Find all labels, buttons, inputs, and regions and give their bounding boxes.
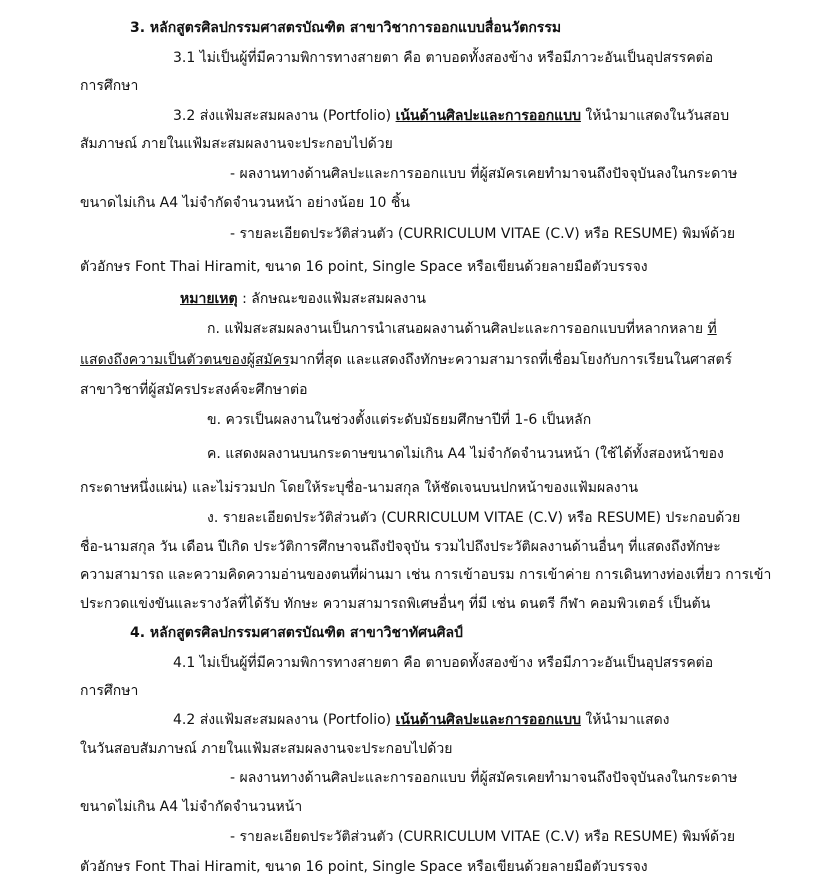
section-4-item-2-pre: 4.2 ส่งแฟ้มสะสมผลงาน (Portfolio) [173,712,396,728]
note-item-ngo: ง. รายละเอียดประวัติส่วนตัว (CURRICULUM VITAE (C.V) หรือ RESUME) ประกอบด้วย [207,510,741,526]
section-4-item-2-emphasis: เน้นด้านศิลปะและการออกแบบ [395,712,581,728]
section-3-item-2 [173,106,729,126]
note-item-ngo-line-4: ประกวดแข่งขันและรางวัลที่ได้รับ ทักษะ ความสามารถพิเศษอื่นๆ ที่มี เช่น ดนตรี กีฬา คอมพิวเตอร์ เป็นต้น [80,596,711,612]
section-3-item-2-cont: สัมภาษณ์ ภายในแฟ้มสะสมผลงานจะประกอบไปด้วย [80,136,393,152]
section-4-heading: 4. หลักสูตรศิลปกรรมศาสตรบัณฑิต สาขาวิชาทัศนศิลป์ [130,625,463,641]
note-label: หมายเหตุ [180,291,238,307]
note-item-ka-post: มากที่สุด และแสดงถึงทักษะความสามารถที่เชื่อมโยงกับการเรียนในศาสตร์ [289,352,733,368]
note-item-kho-kho: ค. แสดงผลงานบนกระดาษขนาดไม่เกิน A4 ไม่จำกัดจำนวนหน้า (ใช้ได้ทั้งสองหน้าของ [207,446,724,462]
section-3-item-2-post: ให้นำมาแสดงในวันสอบ [580,108,730,124]
section-4-bullet-2: - รายละเอียดประวัติส่วนตัว (CURRICULUM VITAE (C.V) หรือ RESUME) พิมพ์ด้วย [230,829,736,845]
section-3-bullet-1: - ผลงานทางด้านศิลปะและการออกแบบ ที่ผู้สมัครเคยทำมาจนถึงปัจจุบันลงในกระดาษ [230,166,738,182]
note-item-ngo-line-3: ความสามารถ และความคิดความอ่านของตนที่ผ่านมา เช่น การเข้าอบรม การเข้าค่าย การเดินทางท่องเที่ยว การเข้า [80,567,772,583]
section-3-item-2-emphasis: เน้นด้านศิลปะและการออกแบบ [395,108,581,124]
section-3-item-2-pre: 3.2 ส่งแฟ้มสะสมผลงาน (Portfolio) [173,108,396,124]
section-4-item-2-cont: ในวันสอบสัมภาษณ์ ภายในแฟ้มสะสมผลงานจะประกอบไปด้วย [80,741,453,757]
section-3-item-1-cont: การศึกษา [80,78,139,94]
section-3-bullet-1-cont: ขนาดไม่เกิน A4 ไม่จำกัดจำนวนหน้า อย่างน้อย 10 ชิ้น [80,195,410,211]
section-4-item-1-cont: การศึกษา [80,683,139,699]
note-item-ka-line-3: สาขาวิชาที่ผู้สมัครประสงค์จะศึกษาต่อ [80,382,308,398]
note-item-ka-line-2 [80,350,732,370]
section-4-bullet-1-cont: ขนาดไม่เกิน A4 ไม่จำกัดจำนวนหน้า [80,799,303,815]
note-item-ngo-line-2: ชื่อ-นามสกุล วัน เดือน ปีเกิด ประวัติการศึกษาจนถึงปัจจุบัน รวมไปถึงประวัติผลงานด้านอื่นๆ ที่แสดงถึงทักษะ [80,539,721,555]
section-3-heading: 3. หลักสูตรศิลปกรรมศาสตรบัณฑิต สาขาวิชาการออกแบบสื่อนวัตกรรม [130,20,562,36]
note-item-ka [207,319,717,339]
note-item-ka-underline-2: แสดงถึงความเป็นตัวตนของผู้สมัคร [80,352,290,368]
section-3-item-1: 3.1 ไม่เป็นผู้ที่มีความพิการทางสายตา คือ ตาบอดทั้งสองข้าง หรือมีภาวะอันเป็นอุปสรรคต่อ [173,50,714,66]
section-4-item-2 [173,710,670,730]
section-4-item-1: 4.1 ไม่เป็นผู้ที่มีความพิการทางสายตา คือ ตาบอดทั้งสองข้าง หรือมีภาวะอันเป็นอุปสรรคต่อ [173,655,714,671]
note-item-ka-pre: ก. แฟ้มสะสมผลงานเป็นการนำเสนอผลงานด้านศิลปะและการออกแบบที่หลากหลาย [207,321,708,337]
note-item-kho: ข. ควรเป็นผลงานในช่วงตั้งแต่ระดับมัธยมศึกษาปีที่ 1-6 เป็นหลัก [207,412,592,428]
section-3-bullet-2: - รายละเอียดประวัติส่วนตัว (CURRICULUM VITAE (C.V) หรือ RESUME) พิมพ์ด้วย [230,226,736,242]
section-4-bullet-2-cont: ตัวอักษร Font Thai Hiramit, ขนาด 16 point, Single Space หรือเขียนด้วยลายมือตัวบรรจง [80,859,648,875]
note-item-kho-kho-cont: กระดาษหนึ่งแผ่น) และไม่รวมปก โดยให้ระบุชื่อ-นามสกุล ให้ชัดเจนบนปกหน้าของแฟ้มผลงาน [80,480,639,496]
note-heading [180,289,426,309]
section-3-bullet-2-cont: ตัวอักษร Font Thai Hiramit, ขนาด 16 point, Single Space หรือเขียนด้วยลายมือตัวบรรจง [80,259,648,275]
note-item-ka-underline: ที่ [707,321,717,337]
note-text: : ลักษณะของแฟ้มสะสมผลงาน [237,291,426,307]
section-4-bullet-1: - ผลงานทางด้านศิลปะและการออกแบบ ที่ผู้สมัครเคยทำมาจนถึงปัจจุบันลงในกระดาษ [230,770,738,786]
section-4-item-2-post: ให้นำมาแสดง [580,712,670,728]
